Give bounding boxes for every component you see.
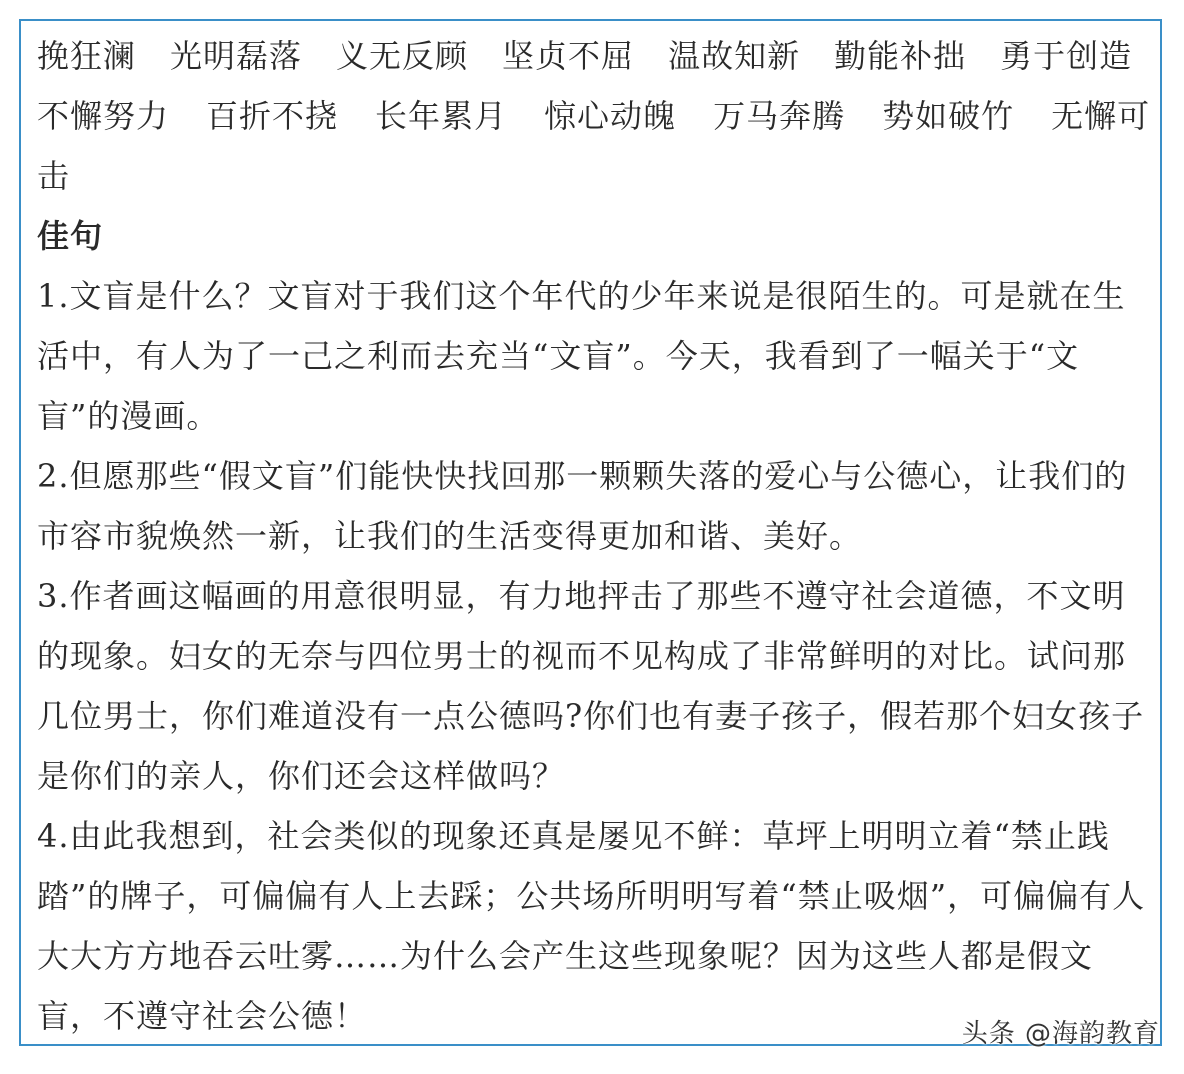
idiom: 义无反顾 <box>336 37 469 75</box>
idiom: 击 <box>37 157 71 195</box>
idiom: 勤能补拙 <box>834 37 967 75</box>
idiom: 百折不挠 <box>206 97 339 135</box>
sentence-paragraph-4: 4.由此我想到，社会类似的现象还真是屡见不鲜：草坪上明明立着“禁止践踏”的牌子，可偏偏有人上去踩；公共场所明明写着“禁止吸烟”，可偏偏有人大大方方地吞云吐雾……为什么会产生这些现象呢？因为这些人都是假文盲，不遵守社会公德！ <box>37 817 1146 1035</box>
sentence-paragraph-1: 1.文盲是什么？文盲对于我们这个年代的少年来说是很陌生的。可是就在生活中，有人为了一己之利而去充当“文盲”。今天，我看到了一幅关于“文盲”的漫画。 <box>37 277 1126 435</box>
idiom: 无懈可 <box>1051 97 1151 135</box>
idiom: 长年累月 <box>375 97 508 135</box>
idiom-row-1 <box>37 26 1152 86</box>
idiom: 惊心动魄 <box>544 97 677 135</box>
idiom: 勇于创造 <box>1000 37 1133 75</box>
idiom: 坚贞不屈 <box>502 37 635 75</box>
idiom: 势如破竹 <box>882 97 1015 135</box>
idiom: 温故知新 <box>668 37 801 75</box>
sentence-paragraph-3: 3.作者画这幅画的用意很明显，有力地抨击了那些不遵守社会道德，不文明的现象。妇女的无奈与四位男士的视而不见构成了非常鲜明的对比。试问那几位男士，你们难道没有一点公德吗?你们也有妻子孩子，假若那个妇女孩子是你们的亲人，你们还会这样做吗？ <box>37 577 1145 795</box>
idiom: 挽狂澜 <box>37 37 137 75</box>
watermark: 头条 @海韵教育 <box>961 1019 1160 1049</box>
idiom-row-3 <box>37 146 1152 206</box>
idiom: 万马奔腾 <box>713 97 846 135</box>
idiom: 不懈努力 <box>37 97 170 135</box>
sentence-paragraph-2: 2.但愿那些“假文盲”们能快快找回那一颗颗失落的爱心与公德心，让我们的市容市貌焕然一新，让我们的生活变得更加和谐、美好。 <box>37 457 1128 555</box>
idiom-row-2 <box>37 86 1152 146</box>
section-heading: 佳句 <box>37 217 104 255</box>
idiom: 光明磊落 <box>170 37 303 75</box>
document-body <box>37 26 1152 1046</box>
